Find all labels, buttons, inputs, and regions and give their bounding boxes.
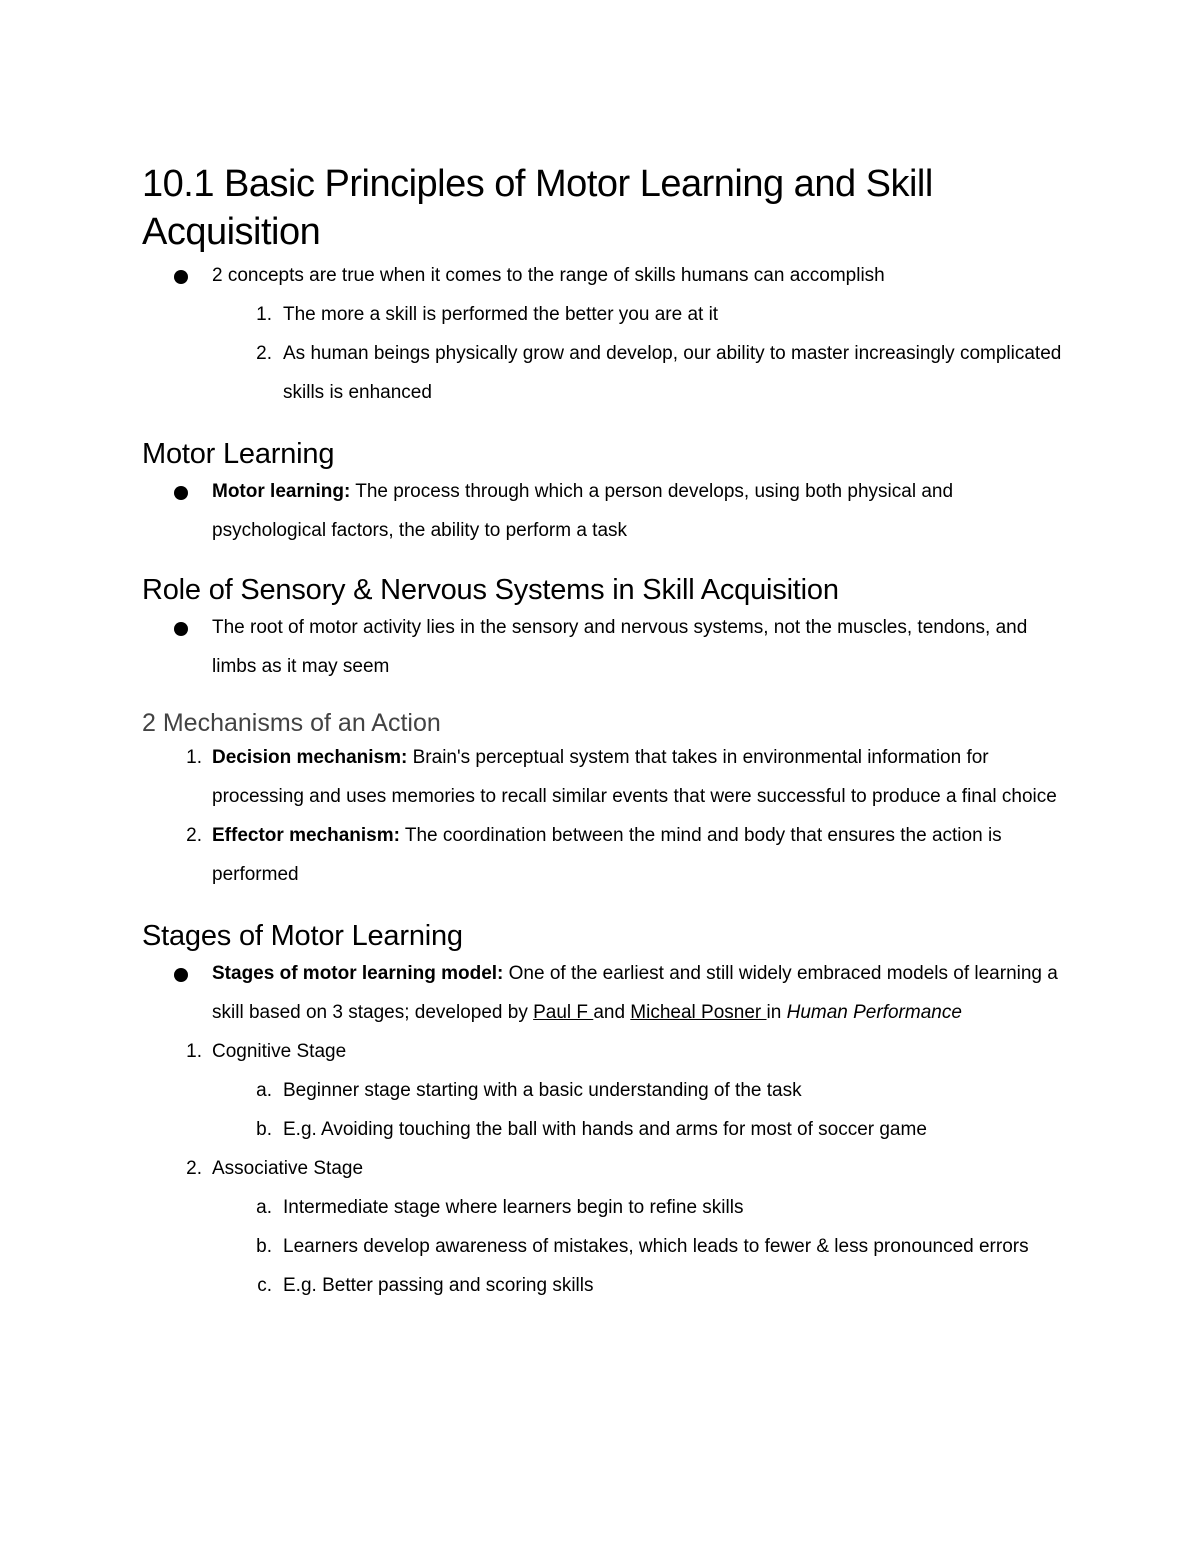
list-marker: a. — [256, 1197, 272, 1218]
stage-sub-text: E.g. Better passing and scoring skills — [283, 1275, 594, 1296]
list-marker: c. — [257, 1275, 272, 1296]
term-effector-mechanism: Effector mechanism: — [212, 825, 400, 846]
document-title: 10.1 Basic Principles of Motor Learning and Skill Acquisition — [142, 163, 933, 253]
document-page — [142, 160, 1072, 1305]
mechanism-item-text: Brain's perceptual system that takes in environmental information for processing and uses memories to recall similar events that were successful to produce a final choice — [212, 747, 1057, 807]
list-marker: b. — [256, 1236, 272, 1257]
heading-motor-learning: Motor Learning — [142, 438, 335, 470]
term-motor-learning: Motor learning: — [212, 481, 351, 502]
heading-stages: Stages of Motor Learning — [142, 920, 463, 952]
sensory-bullet — [142, 608, 1072, 686]
stage-sub-text: Learners develop awareness of mistakes, which leads to fewer & less pronounced errors — [283, 1236, 1029, 1257]
intro-bullet — [142, 256, 1072, 295]
intro-item-2 — [142, 334, 1072, 412]
bullet-dot-icon — [174, 486, 188, 500]
book-title: Human Performance — [786, 1002, 962, 1023]
list-marker: 1. — [186, 1041, 202, 1062]
motor-learning-definition: The process through which a person develops, using both physical and psychological factors, the ability to perform a task — [212, 481, 954, 541]
mechanism-item-2 — [142, 816, 1072, 894]
stage-item-1 — [142, 1032, 1072, 1071]
stages-model-text: in — [766, 1002, 787, 1023]
term-decision-mechanism: Decision mechanism: — [212, 747, 408, 768]
list-marker: 2. — [256, 343, 272, 364]
motor-learning-bullet — [142, 472, 1072, 550]
bullet-dot-icon — [174, 968, 188, 982]
stages-model-text: and — [593, 1002, 631, 1023]
stages-model-bullet — [142, 954, 1072, 1032]
stage-sub-item — [142, 1110, 1072, 1149]
term-stages-model: Stages of motor learning model: — [212, 963, 504, 984]
spacer — [142, 894, 1072, 918]
stage-sub-item — [142, 1188, 1072, 1227]
heading-sensory-nervous: Role of Sensory & Nervous Systems in Skill Acquisition — [142, 574, 839, 606]
stage-sub-item — [142, 1071, 1072, 1110]
author-link-posner[interactable]: Micheal Posner — [630, 1002, 767, 1023]
intro-item-1 — [142, 295, 1072, 334]
stage-sub-item — [142, 1227, 1072, 1266]
stage-sub-item — [142, 1266, 1072, 1305]
stage-label: Associative Stage — [212, 1158, 364, 1179]
stage-sub-text: Beginner stage starting with a basic understanding of the task — [283, 1080, 802, 1101]
stage-label: Cognitive Stage — [212, 1041, 347, 1062]
mechanism-item-1 — [142, 738, 1072, 816]
intro-bullet-text: 2 concepts are true when it comes to the range of skills humans can accomplish — [212, 265, 885, 286]
spacer — [142, 550, 1072, 572]
list-marker: a. — [256, 1080, 272, 1101]
list-marker: b. — [256, 1119, 272, 1140]
stage-sub-text: Intermediate stage where learners begin to refine skills — [283, 1197, 744, 1218]
list-marker: 2. — [186, 825, 202, 846]
intro-item-text: As human beings physically grow and develop, our ability to master increasingly complicated skills is enhanced — [283, 343, 1062, 403]
stage-sub-text: E.g. Avoiding touching the ball with hands and arms for most of soccer game — [283, 1119, 927, 1140]
stage-item-2 — [142, 1149, 1072, 1188]
bullet-dot-icon — [174, 622, 188, 636]
heading-mechanisms: 2 Mechanisms of an Action — [142, 709, 441, 737]
list-marker: 1. — [186, 747, 202, 768]
mechanism-item-text: The coordination between the mind and body that ensures the action is performed — [212, 825, 1002, 885]
sensory-bullet-text: The root of motor activity lies in the sensory and nervous systems, not the muscles, tendons, and limbs as it may seem — [212, 617, 1028, 677]
stages-model-text: One of the earliest and still widely embraced models of learning a skill based on 3 stages; developed by — [212, 963, 1058, 1023]
intro-item-text: The more a skill is performed the better you are at it — [283, 304, 719, 325]
list-marker: 1. — [256, 304, 272, 325]
author-link-paul[interactable]: Paul F — [533, 1002, 594, 1023]
bullet-dot-icon — [174, 270, 188, 284]
list-marker: 2. — [186, 1158, 202, 1179]
spacer — [142, 686, 1072, 708]
spacer — [142, 412, 1072, 436]
